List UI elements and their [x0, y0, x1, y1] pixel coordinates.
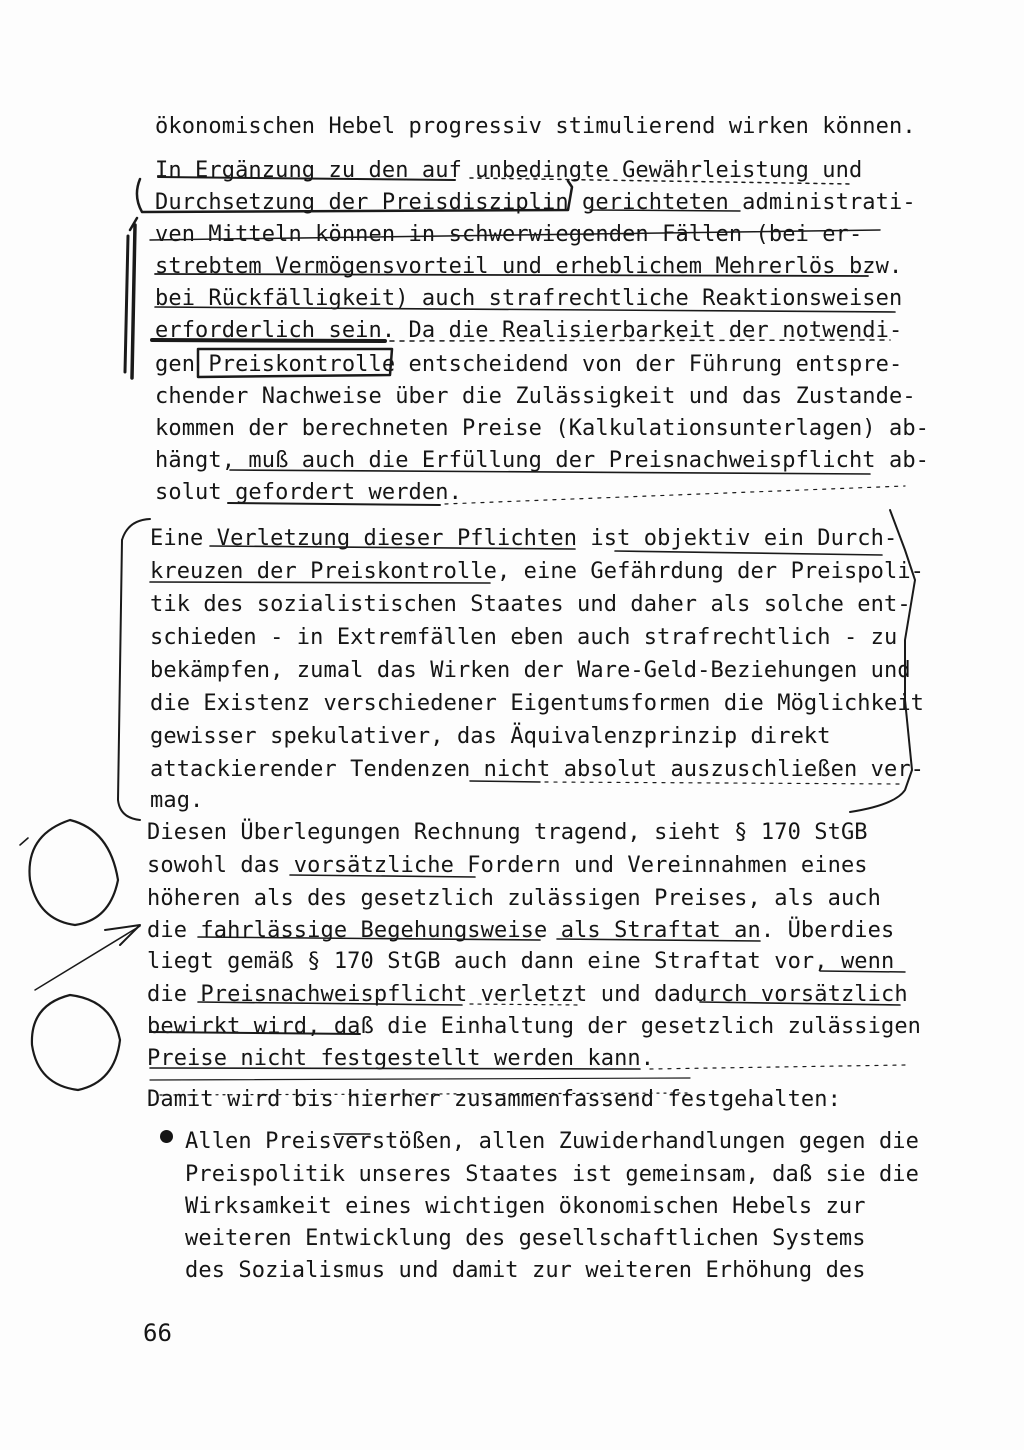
text-line-9: chender Nachweise über die Zulässigkeit und das Zustande- [155, 384, 916, 409]
text-line-4: ven Mitteln können in schwerwiegenden Fällen (bei er- [155, 222, 863, 247]
text-line-34: weiteren Entwicklung des gesellschaftlichen Systems [185, 1226, 866, 1251]
text-line-14: kreuzen der Preiskontrolle, eine Gefährdung der Preispoli- [150, 559, 925, 584]
text-line-29: Preise nicht festgestellt werden kann. [147, 1046, 655, 1071]
text-line-11: hängt, muß auch die Erfüllung der Preisnachweispflicht ab- [155, 448, 930, 473]
text-line-3: Durchsetzung der Preisdisziplin gerichteten administrati- [155, 190, 916, 215]
text-line-27: die Preisnachweispflicht verletzt und dadurch vorsätzlich [147, 982, 908, 1007]
text-line-28: bewirkt wird, daß die Einhaltung der gesetzlich zulässigen [147, 1014, 922, 1039]
text-line-30: Damit wird bis hierher zusammenfassend festgehalten: [147, 1087, 841, 1112]
text-line-17: bekämpfen, zumal das Wirken der Ware-Geld-Beziehungen und [150, 658, 911, 683]
text-line-31: Allen Preisverstößen, allen Zuwiderhandlungen gegen die [185, 1129, 919, 1154]
text-line-23: sowohl das vorsätzliche Fordern und Vereinnahmen eines [147, 853, 868, 878]
text-line-33: Wirksamkeit eines wichtigen ökonomischen Hebels zur [185, 1194, 866, 1219]
text-line-7: erforderlich sein. Da die Realisierbarkeit der notwendi- [155, 318, 903, 343]
text-line-5: strebtem Vermögensvorteil und erheblichem Mehrerlös bzw. [155, 254, 903, 279]
text-line-1: ökonomischen Hebel progressiv stimulierend wirken können. [155, 114, 916, 139]
text-line-8: gen Preiskontrolle entscheidend von der Führung entspre- [155, 352, 903, 377]
bullet-icon [160, 1130, 173, 1143]
text-line-15: tik des sozialistischen Staates und daher als solche ent- [150, 592, 911, 617]
page-number: 66 [143, 1319, 172, 1347]
text-line-16: schieden - in Extremfällen eben auch strafrechtlich - zu [150, 625, 898, 650]
text-line-26: liegt gemäß § 170 StGB auch dann eine Straftat vor, wenn [147, 949, 895, 974]
text-line-10: kommen der berechneten Preise (Kalkulationsunterlagen) ab- [155, 416, 930, 441]
text-line-6: bei Rückfälligkeit) auch strafrechtliche Reaktionsweisen [155, 286, 903, 311]
text-line-25: die fahrlässige Begehungsweise als Straftat an. Überdies [147, 918, 895, 943]
text-line-18: die Existenz verschiedener Eigentumsformen die Möglichkeit [150, 691, 925, 716]
text-line-12: solut gefordert werden. [155, 480, 462, 505]
text-line-21: mag. [150, 788, 204, 813]
text-line-19: gewisser spekulativer, das Äquivalenzprinzip direkt [150, 724, 831, 749]
text-line-22: Diesen Überlegungen Rechnung tragend, sieht § 170 StGB [147, 820, 868, 845]
text-line-20: attackierender Tendenzen nicht absolut auszuschließen ver- [150, 757, 925, 782]
text-line-32: Preispolitik unseres Staates ist gemeinsam, daß sie die [185, 1162, 919, 1187]
text-line-2: In Ergänzung zu den auf unbedingte Gewährleistung und [155, 158, 863, 183]
text-line-13: Eine Verletzung dieser Pflichten ist objektiv ein Durch- [150, 526, 898, 551]
text-line-35: des Sozialismus und damit zur weiteren Erhöhung des [185, 1258, 866, 1283]
text-line-24: höheren als des gesetzlich zulässigen Preises, als auch [147, 886, 881, 911]
